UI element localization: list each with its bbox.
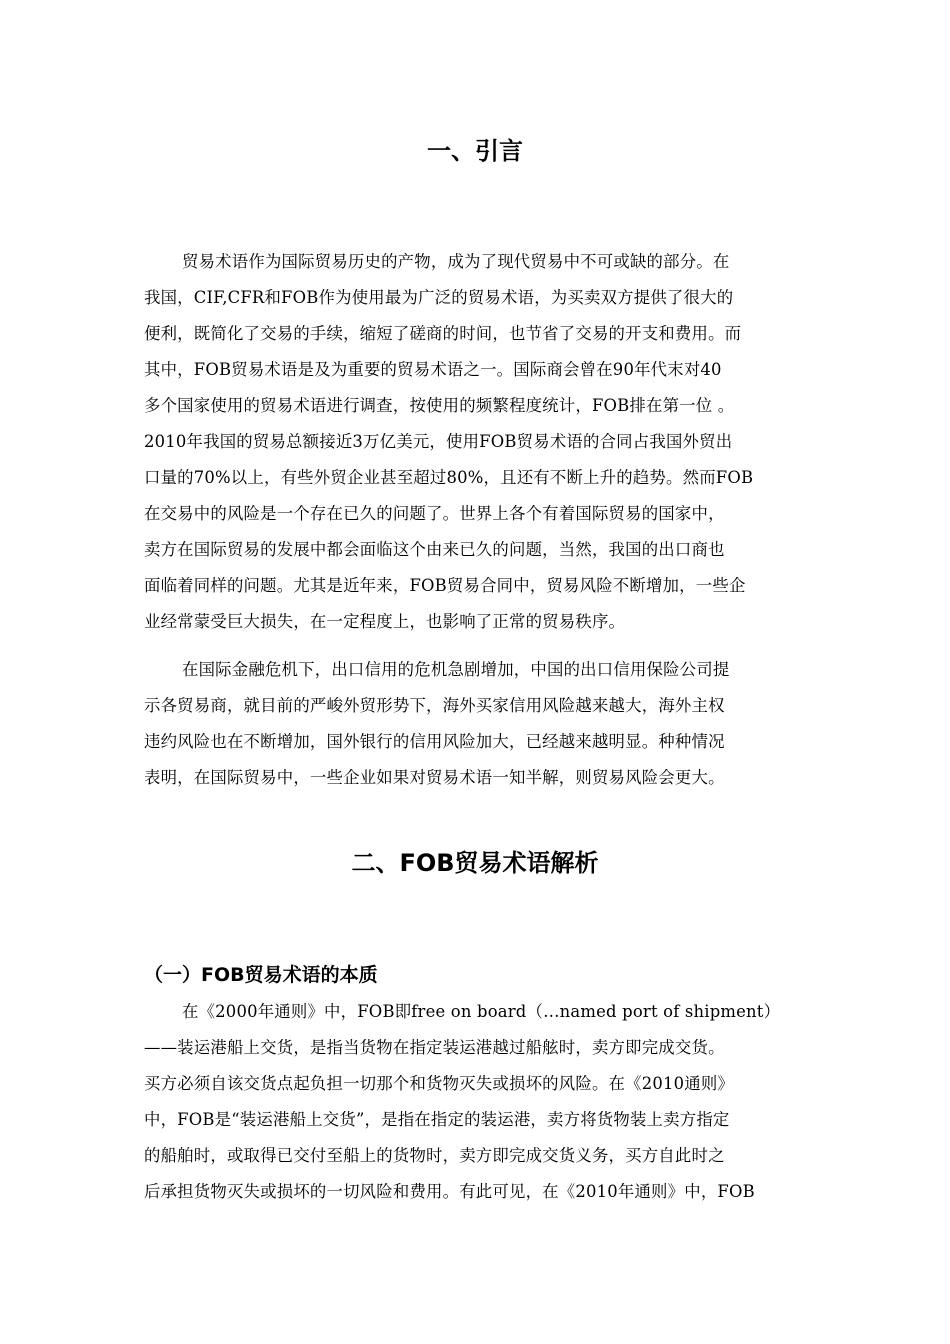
paragraph-line: 多个国家使用的贸易术语进行调查，按使用的频繁程度统计，FOB排在第一位 。 [144, 396, 735, 415]
paragraph-line: 其中，FOB贸易术语是及为重要的贸易术语之一。国际商会曾在90年代末对40 [144, 360, 722, 379]
paragraph-line: 贸易术语作为国际贸易历史的产物，成为了现代贸易中不可或缺的部分。在 [182, 252, 730, 271]
paragraph-line: 后承担货物灭失或损坏的一切风险和费用。有此可见，在《2010年通则》中，FOB [144, 1182, 755, 1201]
paragraph-line: 便利，既简化了交易的手续，缩短了磋商的时间，也节省了交易的开支和费用。而 [144, 324, 742, 343]
paragraph-line: 在《2000年通则》中，FOB即free on board（…named port of shipment） [182, 1002, 781, 1021]
paragraph-line: 买方必须自该交货点起负担一切那个和货物灭失或损坏的风险。在《2010通则》 [144, 1074, 735, 1093]
paragraph-line: 违约风险也在不断增加，国外银行的信用风险加大，已经越来越明显。种种情况 [144, 732, 725, 751]
paragraph-line: 卖方在国际贸易的发展中都会面临这个由来已久的问题，当然，我国的出口商也 [144, 540, 725, 559]
paragraph-line: 的船舶时，或取得已交付至船上的货物时，卖方即完成交货义务，买方自此时之 [144, 1146, 725, 1165]
paragraph-line: 面临着同样的问题。尤其是近年来，FOB贸易合同中，贸易风险不断增加，一些企 [144, 576, 746, 595]
paragraph-line: 表明，在国际贸易中，一些企业如果对贸易术语一知半解，则贸易风险会更大。 [144, 768, 725, 787]
paragraph-line: 中，FOB是“装运港船上交货”，是指在指定的装运港，卖方将货物装上卖方指定 [144, 1110, 730, 1129]
paragraph-line: 2010年我国的贸易总额接近3万亿美元，使用FOB贸易术语的合同占我国外贸出 [144, 432, 733, 451]
paragraph-line: 业经常蒙受巨大损失，在一定程度上，也影响了正常的贸易秩序。 [144, 612, 626, 631]
paragraph-line: 示各贸易商，就目前的严峻外贸形势下，海外买家信用风险越来越大，海外主权 [144, 696, 725, 715]
paragraph-line: ——装运港船上交货，是指当货物在指定装运港越过船舷时，卖方即完成交货。 [144, 1038, 725, 1057]
paragraph-line: 口量的70%以上，有些外贸企业甚至超过80%，且还有不断上升的趋势。然而FOB [144, 468, 754, 487]
paragraph-line: 在国际金融危机下，出口信用的危机急剧增加，中国的出口信用保险公司提 [182, 660, 730, 679]
paragraph-line: 我国，CIF,CFR和FOB作为使用最为广泛的贸易术语，为买卖双方提供了很大的 [144, 288, 734, 307]
section-1-title: 一、引言 [427, 137, 523, 165]
paragraph-line: 在交易中的风险是一个存在已久的问题了。世界上各个有着国际贸易的国家中， [144, 504, 725, 523]
subsection-1-title: （一）FOB贸易术语的本质 [144, 964, 378, 986]
section-2-title: 二、FOB贸易术语解析 [351, 849, 599, 877]
